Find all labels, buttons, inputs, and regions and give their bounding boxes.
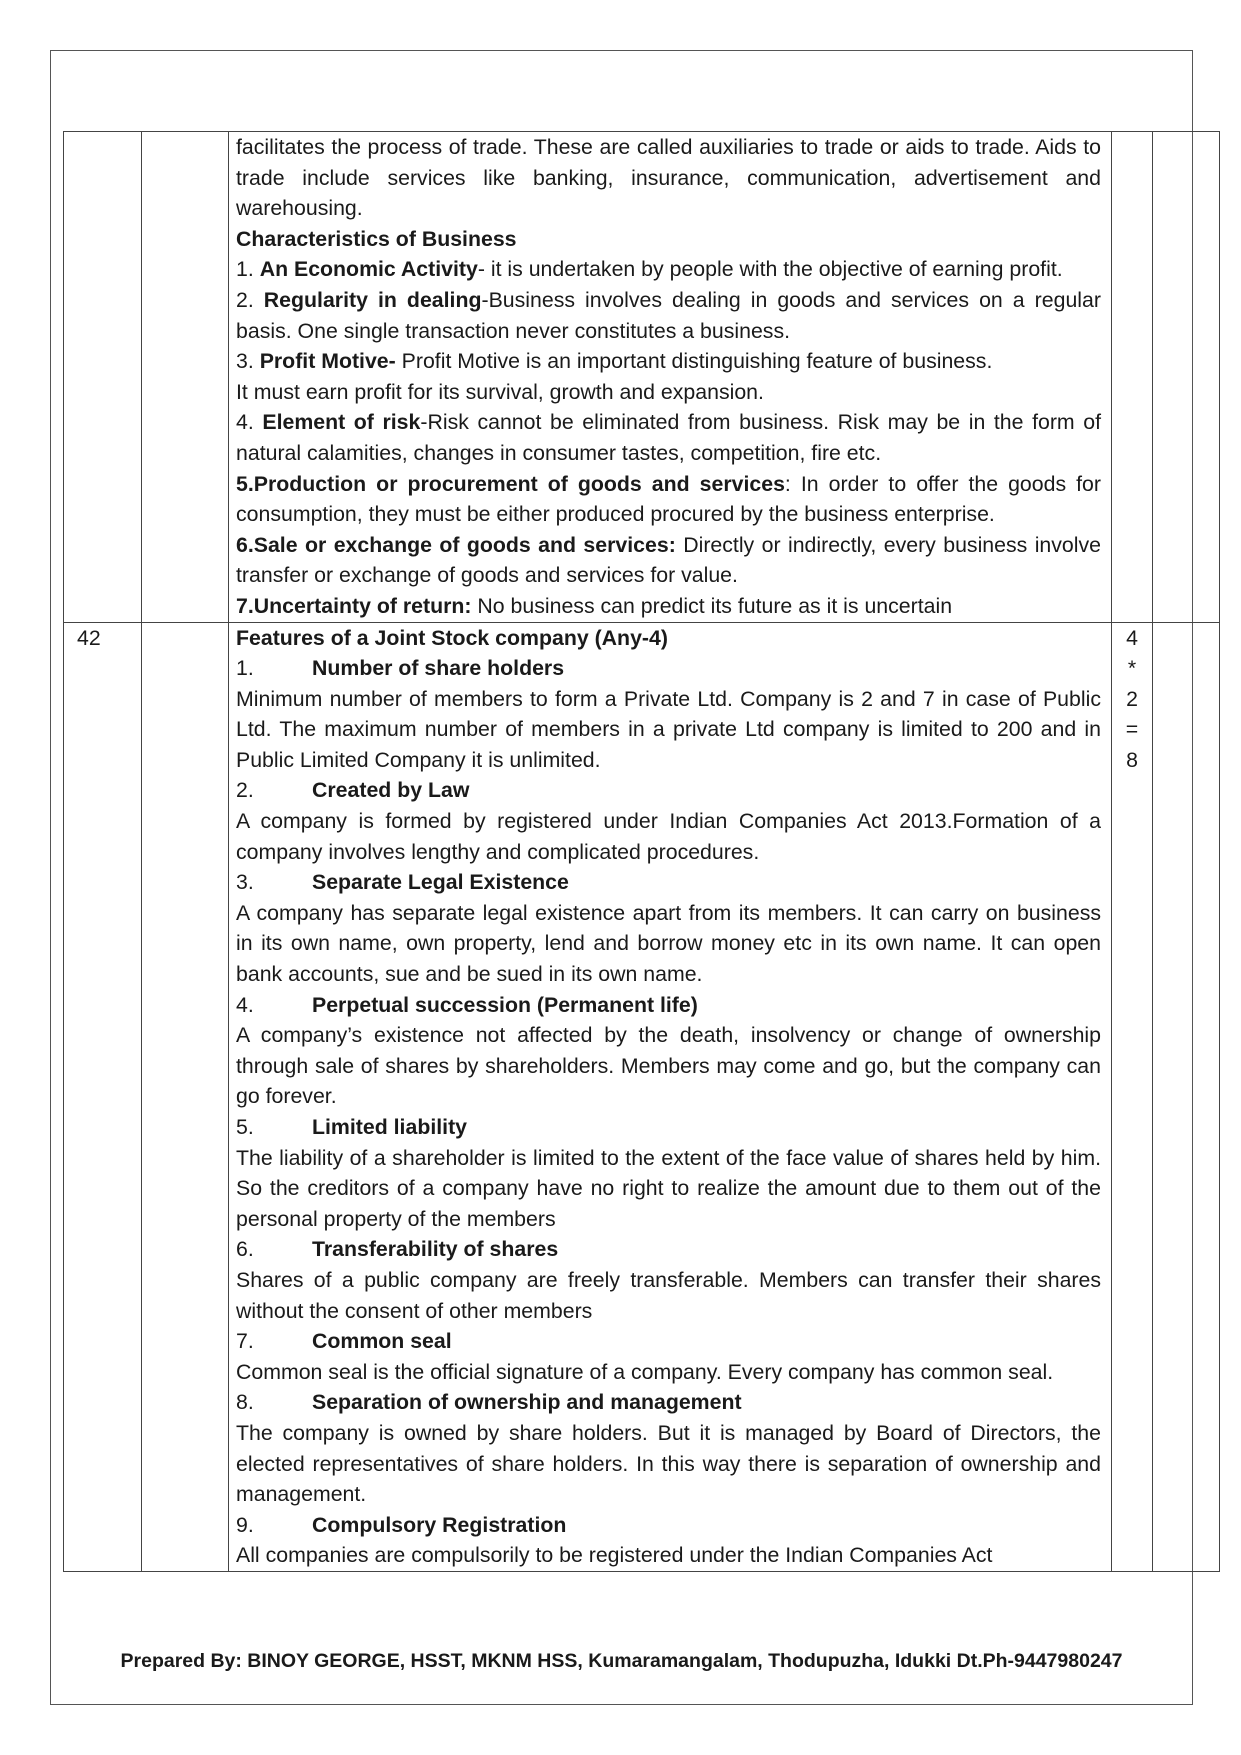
item-title: 7.Uncertainty of return: (236, 593, 472, 618)
feature-number: 5. (236, 1115, 254, 1139)
feature-heading (236, 867, 1101, 898)
features-list (236, 653, 1101, 1571)
feature-body: All companies are compulsorily to be registered under the Indian Companies Act (236, 1543, 993, 1568)
feature-heading (236, 1510, 1101, 1541)
answer-cell (229, 132, 1112, 623)
list-item (236, 591, 1101, 622)
feature-number: 3. (236, 870, 254, 895)
mark-token: 2 (1126, 686, 1138, 711)
mark-token: 8 (1126, 747, 1138, 772)
feature-heading (236, 775, 1101, 806)
feature-number: 1. (236, 656, 254, 681)
table-row (64, 622, 1220, 1571)
answer-table (63, 131, 1220, 1572)
mark-token: * (1127, 656, 1137, 681)
intro-paragraph: facilitates the process of trade. These are called auxiliaries to trade or aids to trade. Aids to trade include services like banking, insurance, communication, advertisement and warehousing. (236, 135, 1101, 221)
item-title: Regularity in dealing (263, 287, 482, 312)
feature-body: Shares of a public company are freely transferable. Members can transfer their shares without the consent of other members (236, 1267, 1101, 1323)
mark-token: = (1125, 717, 1139, 742)
sub-question-cell (142, 622, 229, 1571)
item-text: - it is undertaken by people with the objective of earning profit. (477, 257, 1063, 282)
remarks-cell (1153, 622, 1220, 1571)
list-item (236, 469, 1101, 530)
feature-title: Limited liability (312, 1115, 468, 1139)
feature-body: A company has separate legal existence apart from its members. It can carry on business in its own name, own property, lend and borrow money etc in its own name. It can open bank accounts, sue and be sued in its own name. (236, 900, 1101, 987)
section-heading: Characteristics of Business (236, 226, 517, 251)
item-text: Profit Motive is an important distinguishing feature of business. (395, 349, 993, 374)
feature-body: A company is formed by registered under Indian Companies Act 2013.Formation of a company involves lengthy and complicated procedures. (236, 809, 1101, 864)
item-text: -Business involves dealing in goods and services on a regular basis. One single transaction never constitutes a business. (236, 287, 1101, 343)
item-text: Directly or indirectly, every business involve transfer or exchange of goods and services for value. (236, 532, 1101, 588)
feature-number: 7. (236, 1329, 254, 1354)
list-item (236, 530, 1101, 591)
feature-number: 8. (236, 1390, 254, 1415)
item-title: An Economic Activity (259, 257, 478, 282)
item-text: No business can predict its future as it is uncertain (471, 593, 953, 618)
feature-title: Number of share holders (312, 656, 565, 681)
feature-heading (236, 1112, 1101, 1143)
item-number: 1. (236, 257, 260, 282)
section-heading: Features of a Joint Stock company (Any-4) (236, 625, 668, 650)
list-item (236, 407, 1101, 468)
feature-title: Common seal (312, 1329, 452, 1354)
remarks-cell (1153, 132, 1220, 623)
table-row (64, 132, 1220, 623)
marks-cell (1112, 132, 1153, 623)
feature-body: The company is owned by share holders. But it is managed by Board of Directors, the elected representatives of share holders. In this way there is separation of ownership and management. (236, 1420, 1101, 1507)
feature-title: Transferability of shares (312, 1237, 559, 1262)
feature-title: Compulsory Registration (312, 1512, 567, 1537)
question-number: 42 (77, 625, 101, 650)
list-item (236, 346, 1101, 377)
item-number: 2. (236, 287, 264, 312)
feature-heading (236, 1387, 1101, 1418)
item-number: 3. (236, 349, 260, 374)
item-text: : In order to offer the goods for consumption, they must be either produced procured by the business enterprise. (236, 471, 1101, 527)
sub-question-cell (142, 132, 229, 623)
feature-number: 6. (236, 1237, 254, 1262)
item-text: It must earn profit for its survival, growth and expansion. (236, 379, 764, 404)
feature-title: Perpetual succession (Permanent life) (312, 992, 698, 1017)
feature-number: 4. (236, 992, 254, 1017)
question-number-cell (64, 622, 142, 1571)
feature-heading (236, 1234, 1101, 1265)
item-title: Element of risk (262, 410, 421, 435)
list-item (236, 254, 1101, 285)
feature-number: 9. (236, 1512, 254, 1537)
feature-body: Common seal is the official signature of a company. Every company has common seal. (236, 1359, 1054, 1384)
list-item (236, 285, 1101, 346)
feature-heading (236, 990, 1101, 1021)
item-title: 6.Sale or exchange of goods and services: (236, 532, 676, 557)
answer-cell (229, 622, 1112, 1571)
list-item (236, 377, 1101, 408)
item-text: -Risk cannot be eliminated from business. Risk may be in the form of natural calamities, changes in consumer tastes, competition, fire etc. (236, 410, 1102, 465)
feature-heading (236, 653, 1101, 684)
feature-body: Minimum number of members to form a Private Ltd. Company is 2 and 7 in case of Public Ltd. The maximum number of members in a private Ltd company is limited to 200 and in Public Limited Company it is unlimited. (236, 686, 1101, 772)
feature-title: Separate Legal Existence (312, 870, 569, 895)
marks-breakdown (1112, 623, 1152, 776)
marks-cell (1112, 622, 1153, 1571)
feature-title: Created by Law (312, 778, 470, 803)
item-number: 4. (236, 410, 263, 435)
feature-heading (236, 1326, 1101, 1357)
feature-body: A company’s existence not affected by the death, insolvency or change of ownership through sale of shares by shareholders. Members may come and go, but the company can go forever. (236, 1023, 1101, 1109)
mark-token: 4 (1126, 625, 1138, 650)
characteristics-list (236, 254, 1101, 621)
feature-body: The liability of a shareholder is limited to the extent of the face value of shares held by him. So the creditors of a company have no right to realize the amount due to them out of the personal property of the members (236, 1145, 1101, 1231)
feature-title: Separation of ownership and management (312, 1390, 742, 1415)
footer: Prepared By: BINOY GEORGE, HSST, MKNM HSS, Kumaramangalam, Thodupuzha, Idukki Dt.Ph-9447980247 (120, 1650, 1123, 1672)
question-number-cell (64, 132, 142, 623)
item-title: 5.Production or procurement of goods and services (236, 471, 785, 496)
item-title: Profit Motive- (259, 349, 396, 374)
feature-number: 2. (236, 778, 254, 803)
